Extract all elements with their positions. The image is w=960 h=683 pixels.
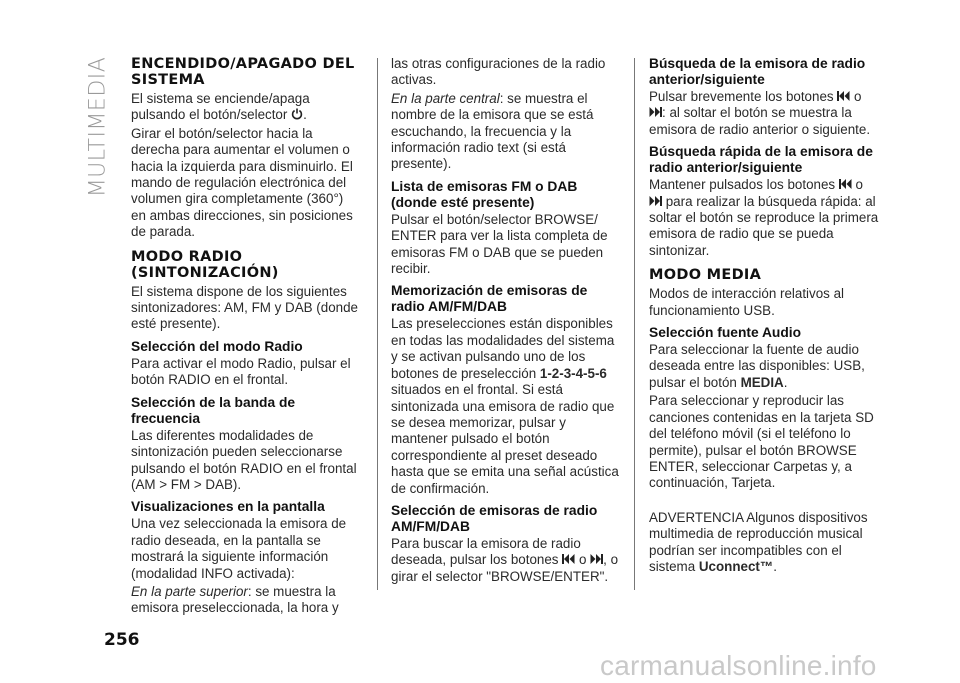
paragraph-advertencia (649, 510, 881, 576)
heading-seleccion-modo: Selección del modo Radio (131, 338, 303, 354)
paragraph-superior (131, 584, 359, 617)
text: Pulsar brevemente los botones (649, 89, 838, 104)
heading-encendido: ENCENDIDO/APAGADO DEL SISTEMA (131, 56, 355, 88)
column-divider (377, 58, 378, 590)
heading-seleccion-emisoras: Selección de emisoras de radio AM/FM/DAB (391, 502, 598, 534)
heading-rapida: Búsqueda rápida de la emisora de radio anterior/siguiente (649, 144, 873, 176)
text: ADVERTENCIA Algunos dispositivos multimedia de reproducción musical podrían ser incompatibles con el sistema (649, 509, 868, 574)
paragraph-otras: las otras configuraciones de la radio activas. (391, 56, 606, 88)
heading-visualizaciones: Visualizaciones en la pantalla (131, 499, 325, 515)
paragraph-central (391, 91, 623, 173)
skip-next-icon (649, 196, 662, 206)
text: Mantener pulsados los botones (649, 177, 839, 193)
section-label: MULTIMEDIA (85, 56, 111, 198)
text: o (851, 177, 863, 193)
skip-previous-icon (837, 91, 850, 101)
skip-next-icon (590, 554, 603, 564)
text: : se muestra la emisora preseleccionada, la hora y (131, 583, 339, 616)
brand-name: Uconnect™ (698, 558, 774, 574)
paragraph-giro: Girar el botón/selector hacia la derecha para aumentar el volumen o hacia la izquierda para disminuirlo. El mando de regulación electrónica del volumen gira completamente (360°) en ambas direcciones, sin posiciones de parada. (131, 125, 353, 240)
skip-previous-icon (839, 179, 852, 189)
text: . (303, 107, 307, 123)
paragraph-seleccion-modo: Para activar el modo Radio, pulsar el botón RADIO en el frontal. (131, 355, 351, 388)
text: . (773, 558, 777, 574)
paragraph-seleccion-banda: Las diferentes modalidades de sintonización pueden seleccionarse pulsando el botón RADIO en el frontal (AM > FM > DAB). (131, 427, 357, 492)
text: En la parte central (391, 90, 500, 106)
paragraph-lista: Pulsar el botón/selector BROWSE/ ENTER para ver la lista completa de emisoras FM o DAB que se pueden recibir. (391, 211, 608, 277)
section-side-title (78, 52, 118, 202)
paragraph-visualizaciones: Una vez seleccionada la emisora de radio deseada, en la pantalla se mostrará la siguiente información (modalidad INFO activada): (131, 516, 347, 581)
skip-previous-icon (562, 554, 575, 564)
heading-memorizacion: Memorización de emisoras de radio AM/FM/DAB (391, 283, 588, 315)
column-1 (131, 56, 359, 619)
paragraph-fuente (649, 342, 881, 391)
power-icon (291, 108, 303, 120)
paragraph-canciones: Para seleccionar y reproducir las canciones contenidas en la tarjeta SD del teléfono móvil (si el teléfono lo permite), pulsar el botón BROWSE ENTER, seleccionar Carpetas y, a continuación, Tarjeta. (649, 393, 874, 491)
column-2 (391, 56, 623, 587)
watermark: carmanualsonline.info (600, 650, 877, 681)
paragraph-memorizacion (391, 316, 623, 496)
text: : al soltar el botón se muestra la emisora de radio anterior o siguiente. (649, 105, 871, 137)
paragraph-encendido (131, 91, 359, 124)
heading-fuente: Selección fuente Audio (649, 325, 802, 341)
text: situados en el frontal. Si está sintonizada una emisora de radio que se desea memorizar, pulsar y mantener pulsado el botón correspondiente al preset deseado hasta que se emita una señal acústica de confirmación. (391, 382, 619, 496)
text: Para buscar la emisora de radio deseada, pulsar los botones (391, 535, 581, 568)
heading-lista: Lista de emisoras FM o DAB (donde esté presente) (391, 178, 578, 210)
text: Para seleccionar la fuente de audio deseada entre las disponibles: USB, pulsar el botón (649, 342, 865, 390)
heading-busqueda: Búsqueda de la emisora de radio anterior/siguiente (649, 56, 866, 87)
skip-next-icon (649, 107, 662, 117)
heading-modo-radio: MODO RADIO (SINTONIZACIÓN) (131, 248, 279, 281)
text: , o girar el selector "BROWSE/ENTER". (391, 552, 619, 584)
text: o (575, 552, 591, 568)
text: : se muestra el nombre de la emisora que se está escuchando, la frecuencia y la información radio text (si está presente). (391, 90, 594, 172)
text: Las preselecciones están disponibles en todas las modalidades del sistema y se activan pulsando uno de los botones de preselección (391, 316, 615, 381)
media-button-label: MEDIA (740, 374, 784, 390)
text: o (850, 89, 862, 104)
column-3 (649, 56, 881, 577)
paragraph-modo-radio: El sistema dispone de los siguientes sintonizadores: AM, FM y DAB (donde esté presente). (131, 283, 358, 332)
page-number: 256 (104, 630, 140, 650)
text: En la parte superior (131, 583, 248, 599)
column-divider (634, 58, 635, 590)
paragraph-busqueda (649, 89, 881, 138)
heading-seleccion-banda: Selección de la banda de frecuencia (131, 394, 296, 426)
paragraph-seleccion-emisoras (391, 536, 623, 585)
text: . (783, 374, 788, 390)
text: El sistema se enciende/apaga pulsando el botón/selector (131, 91, 310, 123)
text: para realizar la búsqueda rápida: al soltar el botón se reproduce la primera emisora de radio que se pueda sintonizar. (649, 193, 879, 258)
heading-media: MODO MEDIA (649, 267, 762, 284)
preset-buttons-label: 1-2-3-4-5-6 (539, 365, 607, 381)
paragraph-media: Modos de interacción relativos al funcionamiento USB. (649, 286, 845, 318)
paragraph-rapida (649, 177, 881, 259)
